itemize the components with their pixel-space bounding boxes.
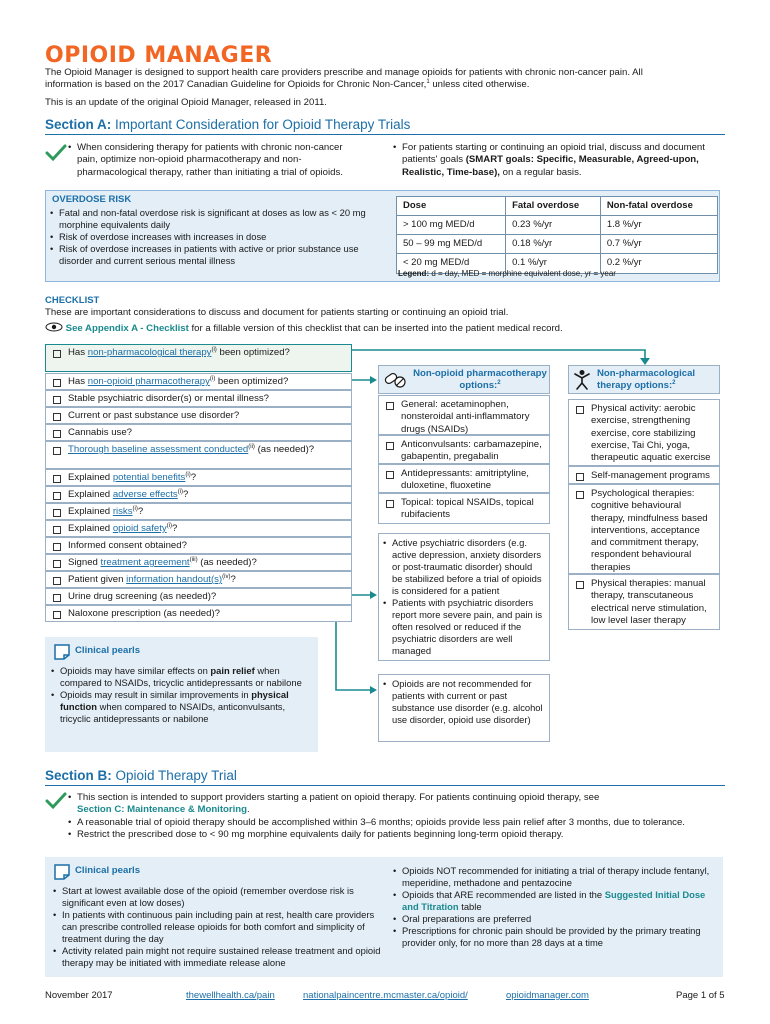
checklist-item[interactable]: Signed treatment agreement$^{(iii)}$ (as needed)? <box>45 554 352 571</box>
checklist-item[interactable]: Explained adverse effects$^{(i)}$? <box>45 486 352 503</box>
non-pharm-option[interactable]: Physical activity: aerobic exercise, strengthening exercise, core stabilizing exercise, Tai Chi, yoga, therapeutic aquatic exercise <box>568 399 720 466</box>
checkbox[interactable] <box>53 509 61 517</box>
footer-link-npc[interactable]: nationalpaincentre.mcmaster.ca/opioid/ <box>303 990 468 1001</box>
checkbox[interactable] <box>576 491 584 499</box>
non-opioid-header: Non-opioid pharmacotherapy options:$^2$ <box>378 365 550 394</box>
checkbox[interactable] <box>53 526 61 534</box>
clinical-pearls-b-title: Clinical pearls <box>75 865 141 876</box>
table-header-row: Dose Fatal overdose Non-fatal overdose <box>397 197 718 216</box>
checkmark-icon <box>45 792 67 810</box>
section-b-points: • This section is intended to support providers starting a patient on opioid therapy. For patients continuing opioid therapy, see Section C: Maintenance & Monitoring. • A reasonable trial of opioid therapy should be accomplished within 3–6 months; opioids provide less pain relief after 3 months, due to tolerance. • Restrict the prescribed dose to < 90 mg morphine equivalents daily for patients beginning long-term opioid therapy. <box>68 792 728 842</box>
clinical-pearls-b-panel <box>45 857 723 977</box>
checklist-item[interactable]: Thorough baseline assessment conducted$^{(ii)}$ (as needed)? <box>45 441 352 469</box>
table-row: > 100 mg MED/d 0.23 %/yr 1.8 %/yr <box>397 216 718 235</box>
clinical-pearls-title: Clinical pearls <box>75 645 141 656</box>
checklist-item[interactable]: Has non-pharmacological therapy$^{(i)}$ been optimized? <box>45 344 352 372</box>
eye-icon <box>45 322 63 332</box>
checkbox[interactable] <box>53 447 61 455</box>
checklist-item[interactable]: Patient given information $handout(s)^{(iv)}$? <box>45 571 352 588</box>
checklist-item[interactable]: Explained risks$^{(i)}$? <box>45 503 352 520</box>
checkbox[interactable] <box>576 581 584 589</box>
checkbox[interactable] <box>386 442 394 450</box>
footer-link-wellhealth[interactable]: thewellhealth.ca/pain <box>186 990 275 1001</box>
checkbox[interactable] <box>386 471 394 479</box>
checklist-title: CHECKLIST <box>45 295 100 306</box>
clinical-pearls-panel <box>45 637 318 752</box>
page-number: Page 1 of 5 <box>676 990 725 1001</box>
note-icon <box>53 643 71 661</box>
table-row: 50 – 99 mg MED/d 0.18 %/yr 0.7 %/yr <box>397 235 718 254</box>
checklist-item[interactable]: Informed consent obtained? <box>45 537 352 554</box>
section-b-rule <box>45 785 725 786</box>
substance-use-note-box: • Opioids are not recommended for patients with current or past substance use disorder (e.g. alcohol use disorder, opioid use disorder) <box>378 674 550 742</box>
connector-non-pharm <box>320 350 645 360</box>
note-icon <box>53 863 71 881</box>
checkbox[interactable] <box>53 379 61 387</box>
checklist-item[interactable]: Explained opioid safety$^{(i)}$? <box>45 520 352 537</box>
overdose-risk-points: • Fatal and non-fatal overdose risk is significant at doses as low as < 20 mg morphine equivalents daily • Risk of overdose increases with increases in dose • Risk of overdose increases in patients with active or prior substance use disorder and current serious mental illness <box>50 207 385 267</box>
checkbox[interactable] <box>576 473 584 481</box>
checklist-item[interactable]: Cannabis use? <box>45 424 352 441</box>
pills-icon <box>384 371 406 389</box>
clinical-pearls-b-right: • Opioids NOT recommended for initiating a trial of therapy include fentanyl, meperidine, methadone and pentazocine • Opioids that ARE recommended are listed in the Suggested Initial Dose and Titration table • Oral preparations are preferred • Prescriptions for chronic pain should be provided by the primary treating provider only, for no more than 28 days at a time <box>393 865 718 949</box>
checkbox[interactable] <box>576 406 584 414</box>
checkmark-icon <box>45 144 67 162</box>
checkbox[interactable] <box>53 492 61 500</box>
section-a-heading: Section A: Important Consideration for Opioid Therapy Trials <box>45 117 411 132</box>
clinical-pearls-b-left: • Start at lowest available dose of the opioid (remember overdose risk is significant even at low doses) • In patients with continuous pain including pain at rest, health care providers can prescribe controlled release opioids for both comfort and simplicity of treatment during the day • Activity related pain might not require sustained release treatment and opioid therapy may be initiated with immediate release alone <box>53 885 383 969</box>
checklist-item[interactable]: Naloxone prescription (as needed)? <box>45 605 352 622</box>
non-opioid-option[interactable]: Antidepressants: amitriptyline, duloxetine, fluoxetine <box>378 464 550 493</box>
section-a-right-point: • For patients starting or continuing an opioid trial, discuss and document patients' goals (SMART goals: Specific, Measurable, Agreed-upon, Realistic, Time-base), on a regular basis. <box>393 142 723 179</box>
non-opioid-option[interactable]: Topical: topical NSAIDs, topical rubifacients <box>378 493 550 524</box>
overdose-risk-title: OVERDOSE RISK <box>52 194 132 205</box>
appendix-note: See Appendix A - Checklist for a fillable version of this checklist that can be inserted into the patient medical record. <box>45 322 563 335</box>
stretching-person-icon <box>573 369 591 391</box>
checklist-items <box>45 344 352 634</box>
section-a-rule <box>45 134 725 135</box>
section-c-link[interactable]: Section C: Maintenance & Monitoring <box>77 804 248 816</box>
checklist-item[interactable]: Stable psychiatric disorder(s) or mental illness? <box>45 390 352 407</box>
non-pharm-option[interactable]: Physical therapies: manual therapy, transcutaneous electrical nerve stimulation, low level laser therapy <box>568 574 720 630</box>
checkbox[interactable] <box>53 577 61 585</box>
section-b-heading: Section B: Opioid Therapy Trial <box>45 768 237 783</box>
checkbox[interactable] <box>386 500 394 508</box>
intro-text: The Opioid Manager is designed to support health care providers prescribe and manage opioids for patients with chronic non-cancer pain. All information is based on the 2017 Canadian Guideline for Opioids for Chronic Non-Cancer,$^1$ unless cited otherwise. <box>45 67 643 91</box>
non-opioid-option[interactable]: General: acetaminophen, nonsteroidal anti-inflammatory drugs (NSAIDs) <box>378 395 550 435</box>
checklist-item[interactable]: Urine drug screening (as needed)? <box>45 588 352 605</box>
checkbox[interactable] <box>53 594 61 602</box>
overdose-risk-panel <box>45 190 720 282</box>
checkbox[interactable] <box>53 560 61 568</box>
appendix-link[interactable]: See Appendix A - Checklist <box>65 323 189 334</box>
non-pharm-option[interactable]: Psychological therapies: cognitive behavioural therapy, mindfulness based interventions, acceptance and commitment therapy, respondent behavioural therapies <box>568 484 720 574</box>
checkbox[interactable] <box>53 396 61 404</box>
checkbox[interactable] <box>53 475 61 483</box>
checkbox[interactable] <box>53 430 61 438</box>
checkbox[interactable] <box>53 543 61 551</box>
footer-date: November 2017 <box>45 990 113 1001</box>
checkbox[interactable] <box>53 350 61 358</box>
section-a-left-point: • When considering therapy for patients with chronic non-cancer pain, optimize non-opioid pharmacotherapy and non-pharmacological therapy, rather than initiating a trial of opioids. <box>68 142 358 179</box>
table-row: < 20 mg MED/d 0.1 %/yr 0.2 %/yr <box>397 254 718 273</box>
checklist-item[interactable]: Explained potential benefits$^{(i)}$? <box>45 469 352 486</box>
overdose-risk-table <box>396 196 718 274</box>
checkbox[interactable] <box>53 611 61 619</box>
checkbox[interactable] <box>386 402 394 410</box>
page-title: OPIOID MANAGER <box>45 43 273 68</box>
non-pharm-header: Non-pharmacological therapy options:$^2$ <box>568 365 720 394</box>
checklist-item[interactable]: Has non-opioid pharmacotherapy$^{(i)}$ been optimized? <box>45 373 352 390</box>
psychiatric-note-box: • Active psychiatric disorders (e.g. active depression, anxiety disorders or post-traumatic disorder) should be stabilized before a trial of opioids is considered for a patient • Patients with psychiatric disorders report more severe pain, and pain is often resolved or reduced if the psychiatric disorders are well managed <box>378 533 550 661</box>
non-opioid-option[interactable]: Anticonvulsants: carbamazepine, gabapentin, pregabalin <box>378 435 550 464</box>
intro-update-text: This is an update of the original Opioid Manager, released in 2011. <box>45 97 327 108</box>
overdose-legend: Legend: d = day, MED = morphine equivalent dose, yr = year <box>398 269 616 278</box>
checkbox[interactable] <box>53 413 61 421</box>
footer-link-opioidmanager[interactable]: opioidmanager.com <box>506 990 589 1001</box>
checklist-item[interactable]: Current or past substance use disorder? <box>45 407 352 424</box>
non-pharm-option[interactable]: Self-management programs <box>568 466 720 484</box>
clinical-pearls-points: • Opioids may have similar effects on pain relief when compared to NSAIDs, tricyclic antidepressants or nabilone • Opioids may result in similar improvements in physical function when compared to NSAIDs, anticonvulsants, tricyclic antidepressants or nabilone <box>51 665 313 725</box>
checklist-description: These are important considerations to discuss and document for patients starting or continuing an opioid trial. <box>45 307 509 318</box>
dose-titration-link[interactable]: Suggested Initial Dose and Titration <box>402 889 706 913</box>
